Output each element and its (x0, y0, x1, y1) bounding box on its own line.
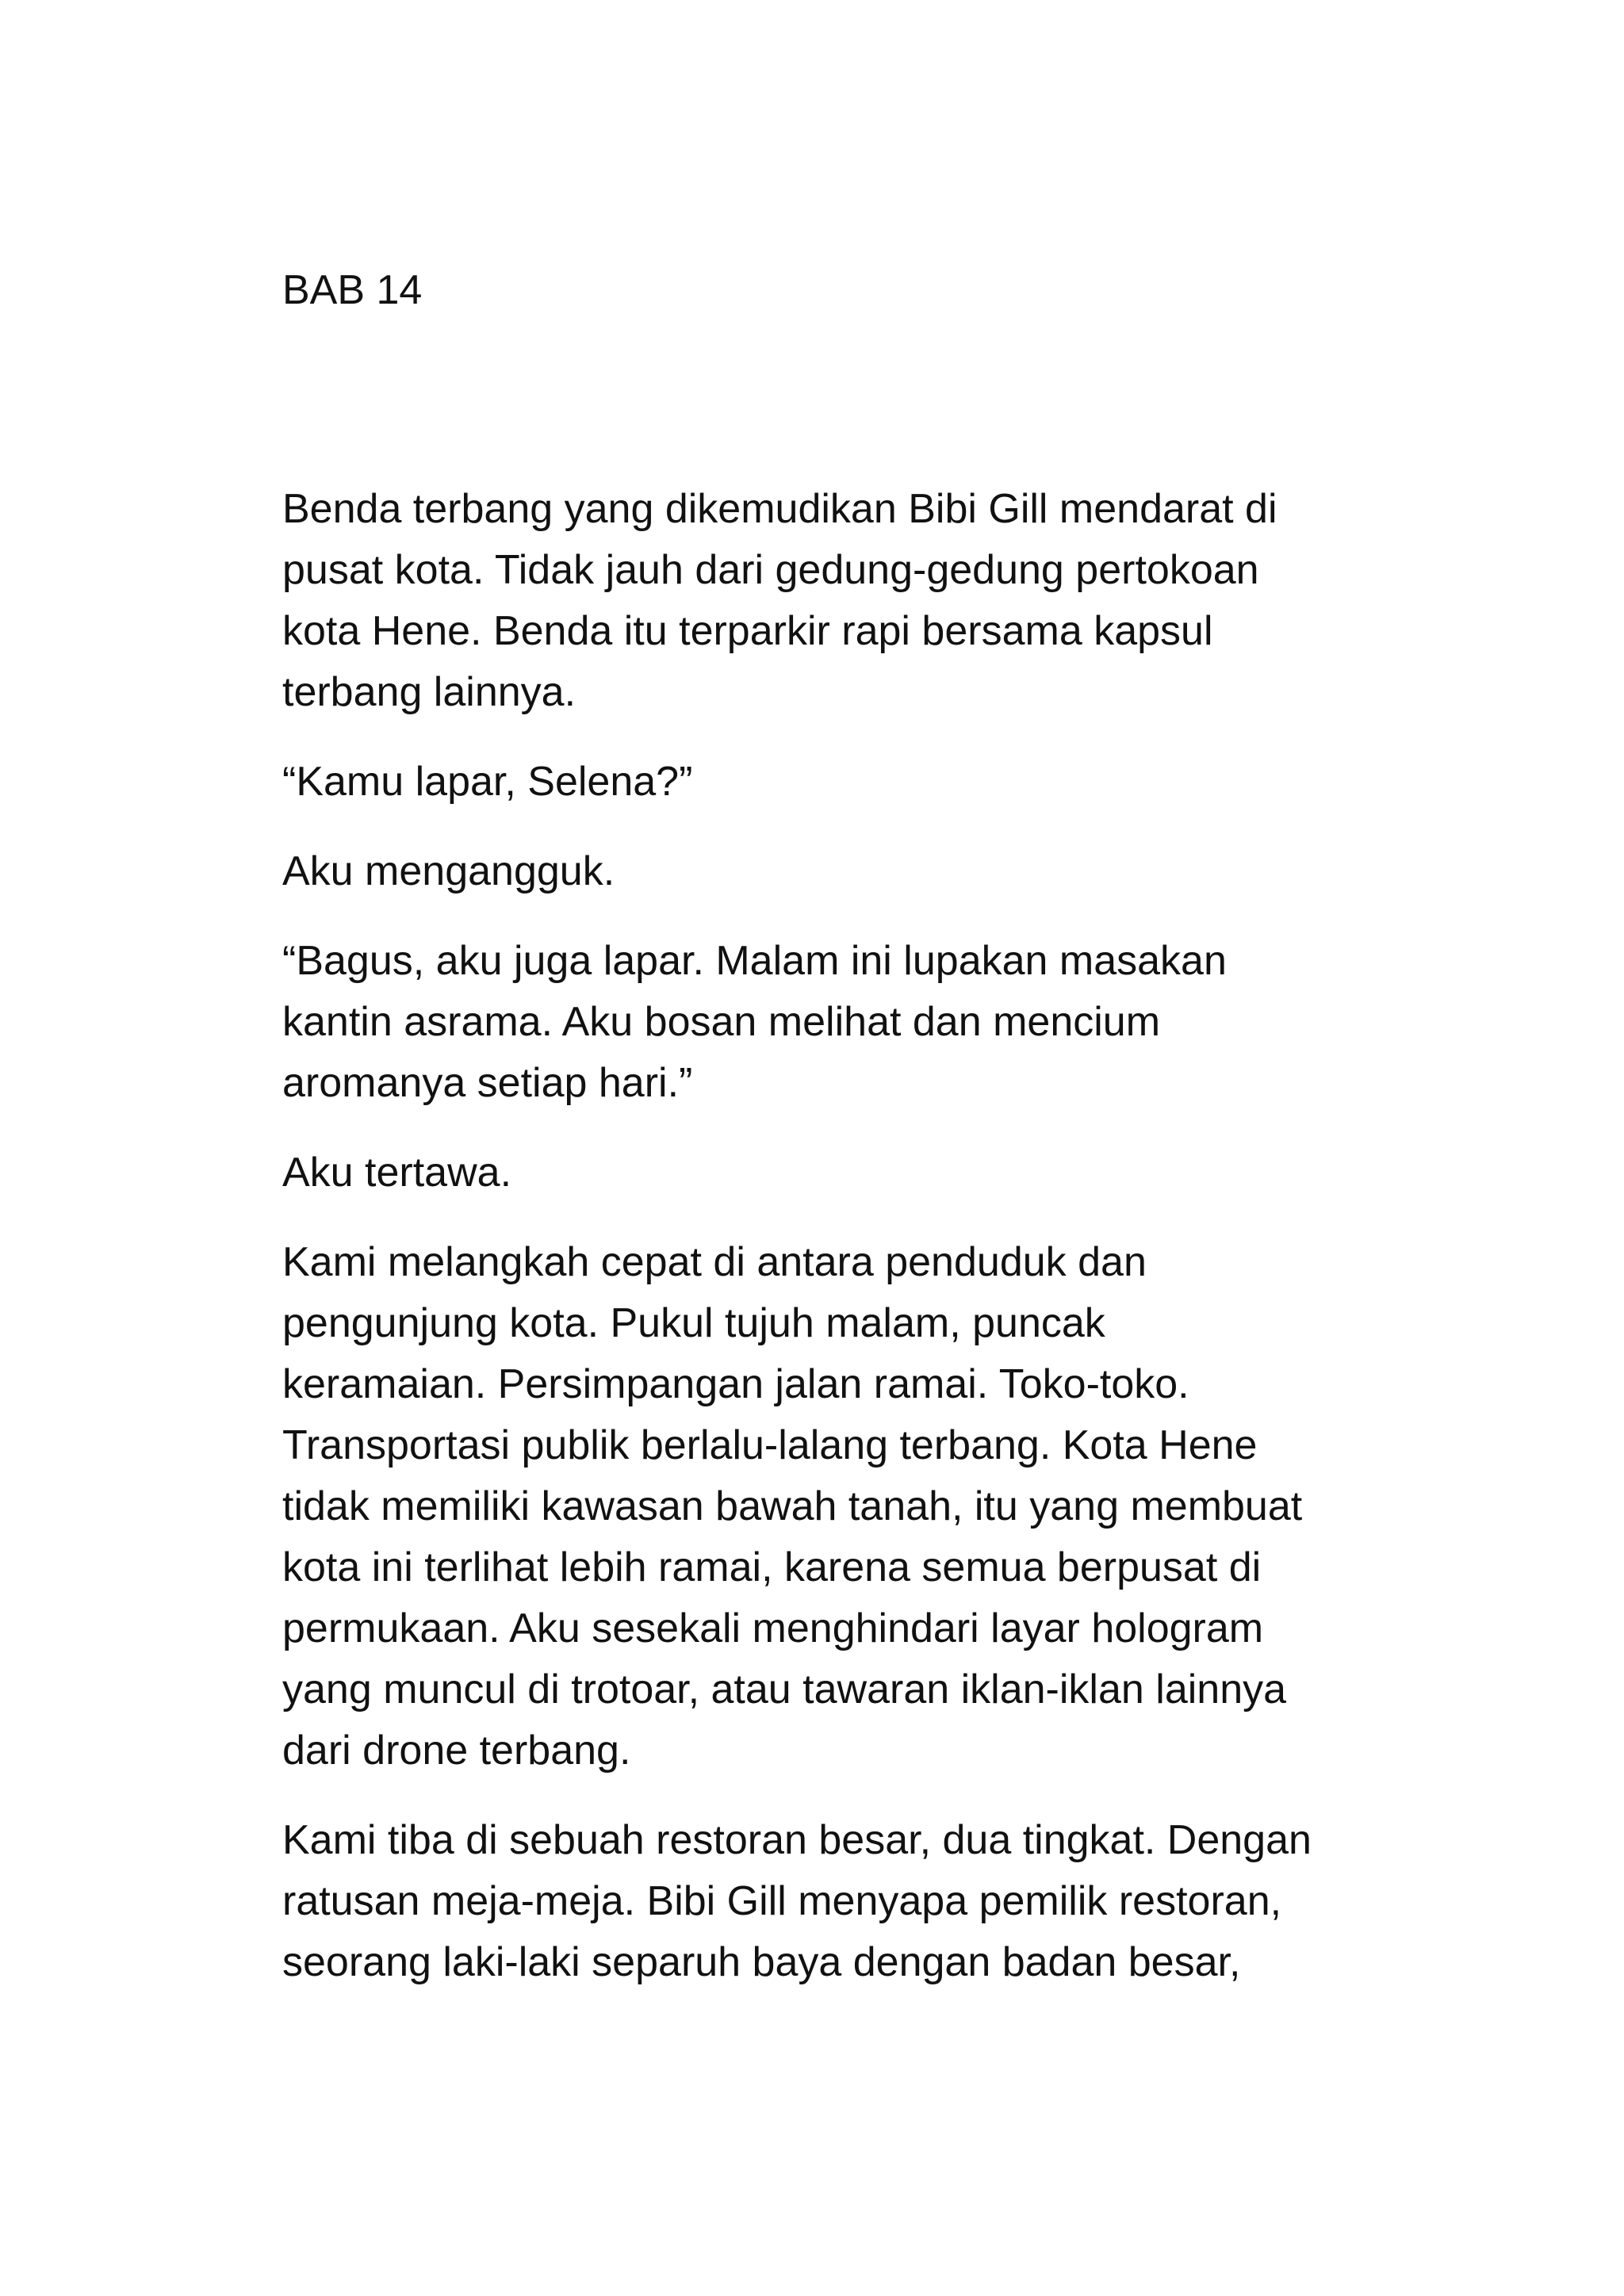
paragraph-4 (282, 931, 1408, 1114)
paragraph-1 (282, 479, 1408, 723)
text-line: Aku tertawa. (282, 1150, 512, 1196)
text-line: “Bagus, aku juga lapar. Malam ini lupakan masakan (282, 938, 1227, 984)
text-line: seorang laki-laki separuh baya dengan badan besar, (282, 1939, 1241, 1985)
paragraph-7 (282, 1810, 1408, 1993)
paragraph-2 (282, 752, 1408, 813)
text-line: Benda terbang yang dikemudikan Bibi Gill mendarat di (282, 486, 1277, 532)
text-line: ratusan meja-meja. Bibi Gill menyapa pemilik restoran, (282, 1878, 1282, 1924)
text-line: yang muncul di trotoar, atau tawaran iklan-iklan lainnya (282, 1667, 1287, 1712)
text-line: Transportasi publik berlalu-lalang terbang. Kota Hene (282, 1422, 1258, 1468)
paragraph-6 (282, 1232, 1408, 1781)
text-line: Aku mengangguk. (282, 848, 615, 894)
text-line: kota Hene. Benda itu terparkir rapi bersama kapsul (282, 608, 1213, 654)
text-line: tidak memiliki kawasan bawah tanah, itu yang membuat (282, 1483, 1303, 1529)
paragraph-3 (282, 841, 1408, 902)
text-line: dari drone terbang. (282, 1728, 631, 1774)
text-line: keramaian. Persimpangan jalan ramai. Toko-toko. (282, 1361, 1189, 1407)
paragraph-5 (282, 1142, 1408, 1203)
text-line: permukaan. Aku sesekali menghindari layar hologram (282, 1605, 1264, 1651)
text-line: aromanya setiap hari.” (282, 1060, 693, 1106)
text-line: kantin asrama. Aku bosan melihat dan mencium (282, 999, 1161, 1045)
chapter-title: BAB 14 (282, 267, 423, 313)
page-content (282, 260, 1408, 2022)
text-line: pusat kota. Tidak jauh dari gedung-gedung pertokoan (282, 547, 1259, 593)
text-line: Kami melangkah cepat di antara penduduk dan (282, 1239, 1147, 1285)
text-line: terbang lainnya. (282, 669, 576, 715)
text-line: pengunjung kota. Pukul tujuh malam, puncak (282, 1300, 1105, 1346)
text-line: Kami tiba di sebuah restoran besar, dua tingkat. Dengan (282, 1817, 1312, 1863)
text-line: “Kamu lapar, Selena?” (282, 759, 693, 805)
text-line: kota ini terlihat lebih ramai, karena semua berpusat di (282, 1544, 1262, 1590)
